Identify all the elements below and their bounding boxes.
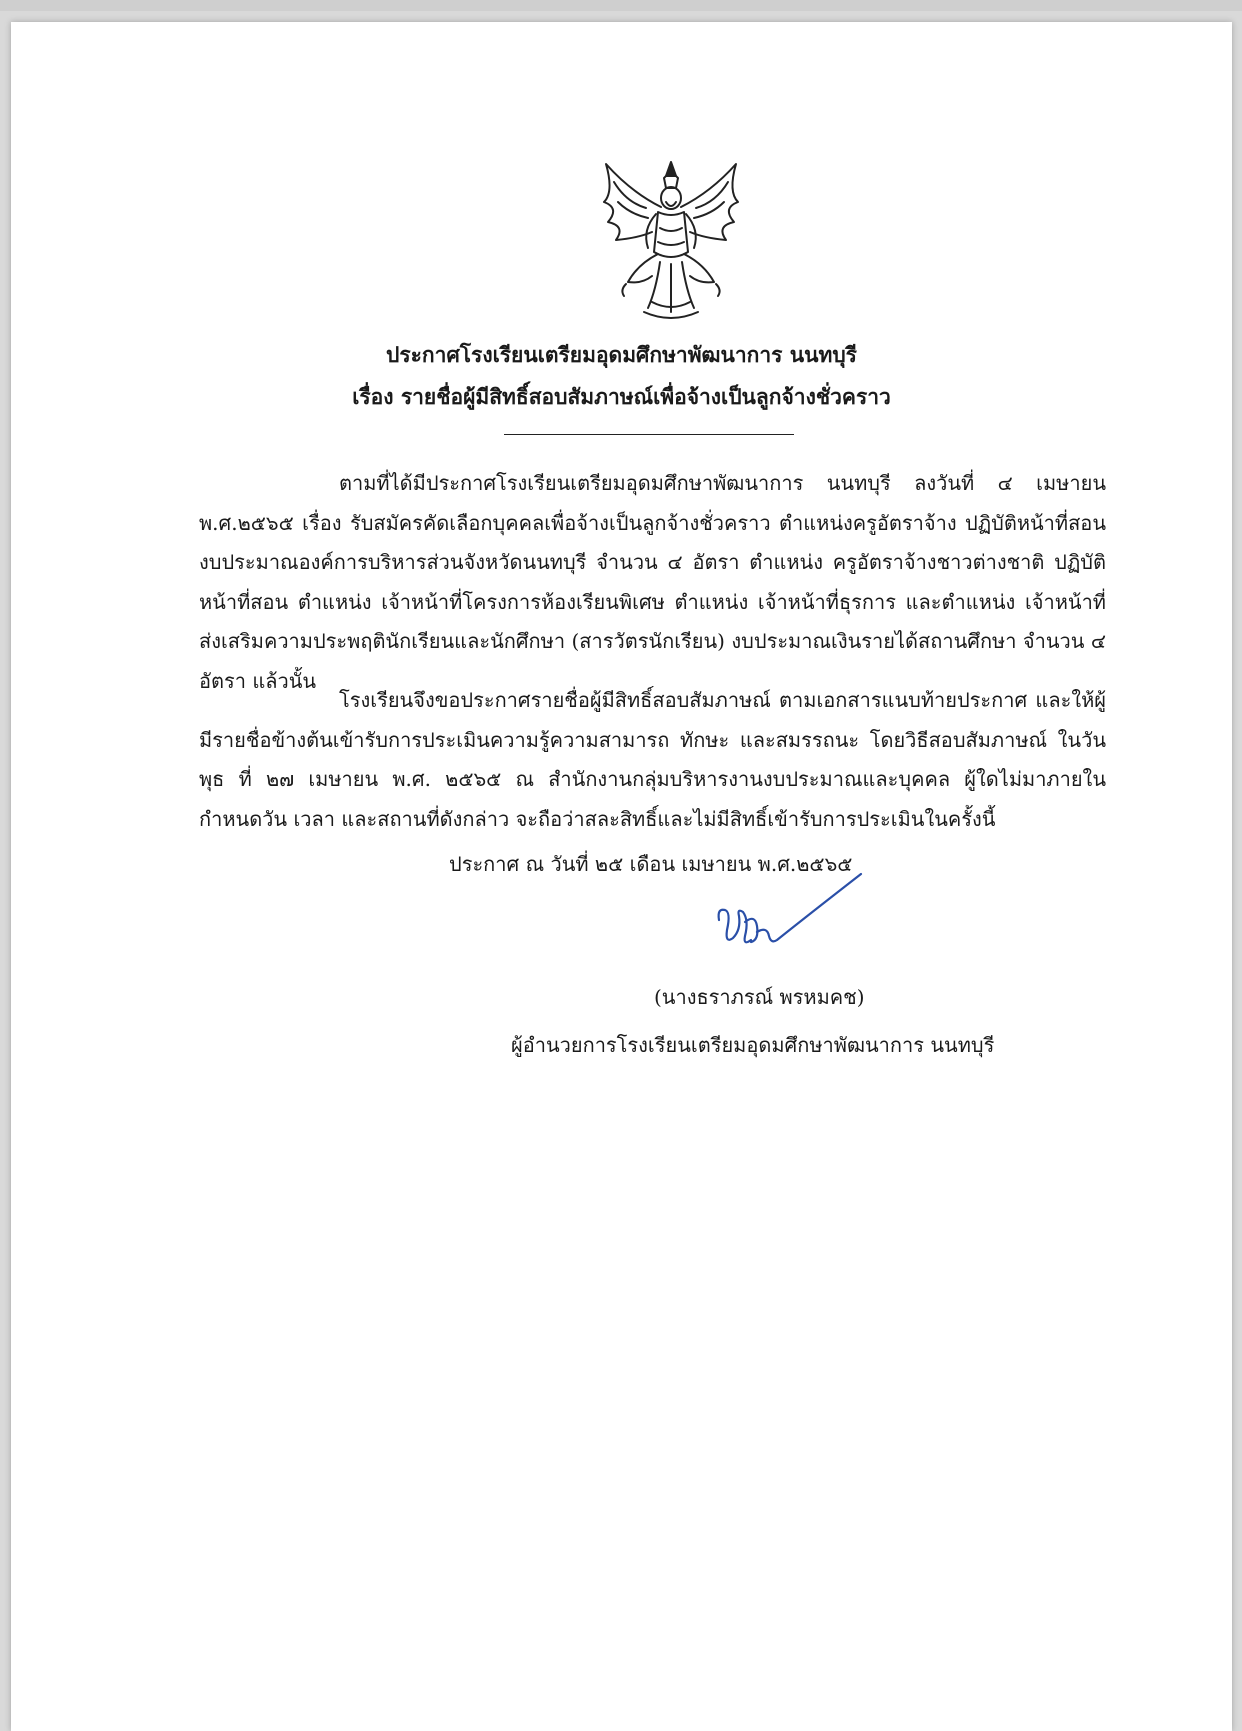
garuda-emblem-icon — [586, 152, 756, 327]
body-paragraph-1: ตามที่ได้มีประกาศโรงเรียนเตรียมอุดมศึกษาพัฒนาการ นนทบุรี ลงวันที่ ๔ เมษายน พ.ศ.๒๕๖๕ เรื่อง รับสมัครคัดเลือกบุคคลเพื่อจ้างเป็นลูกจ้างชั่วคราว ตำแหน่งครูอัตราจ้าง ปฏิบัติหน้าที่สอน งบประมาณองค์การบริหารส่วนจังหวัดนนทบุรี จำนวน ๔ อัตรา ตำแหน่ง ครูอัตราจ้างชาวต่างชาติ ปฏิบัติหน้าที่สอน ตำแหน่ง เจ้าหน้าที่โครงการห้องเรียนพิเศษ ตำแหน่ง เจ้าหน้าที่ธุรการ และตำแหน่ง เจ้าหน้าที่ส่งเสริมความประพฤตินักเรียนและนักศึกษา (สารวัตรนักเรียน) งบประมาณเงินรายได้สถานศึกษา จำนวน ๔ อัตรา แล้วนั้น — [199, 471, 1106, 693]
signer-title: ผู้อำนวยการโรงเรียนเตรียมอุดมศึกษาพัฒนาการ นนทบุรี — [511, 1033, 995, 1057]
window-top-bar — [0, 0, 1242, 11]
document-page — [11, 22, 1232, 1731]
announcement-subject: เรื่อง รายชื่อผู้มีสิทธิ์สอบสัมภาษณ์เพื่อจ้างเป็นลูกจ้างชั่วคราว — [352, 384, 891, 409]
announcement-title: ประกาศโรงเรียนเตรียมอุดมศึกษาพัฒนาการ นนทบุรี — [386, 342, 857, 367]
announcement-date: ประกาศ ณ วันที่ ๒๕ เดือน เมษายน พ.ศ.๒๕๖๕ — [449, 852, 853, 876]
body-paragraph-2: โรงเรียนจึงขอประกาศรายชื่อผู้มีสิทธิ์สอบสัมภาษณ์ ตามเอกสารแนบท้ายประกาศ และให้ผู้มีรายชื่อข้างต้นเข้ารับการประเมินความรู้ความสามารถ ทักษะ และสมรรถนะ โดยวิธีสอบสัมภาษณ์ ในวันพุธ ที่ ๒๗ เมษายน พ.ศ. ๒๕๖๕ ณ สำนักงานกลุ่มบริหารงานงบประมาณและบุคคล ผู้ใดไม่มาภายในกำหนดวัน เวลา และสถานที่ดังกล่าว จะถือว่าสละสิทธิ์และไม่มีสิทธิ์เข้ารับการประเมินในครั้งนี้ — [199, 688, 1106, 831]
signer-name: (นางธราภรณ์ พรหมคช) — [654, 985, 865, 1009]
title-divider — [504, 434, 794, 435]
handwritten-signature — [711, 860, 871, 970]
